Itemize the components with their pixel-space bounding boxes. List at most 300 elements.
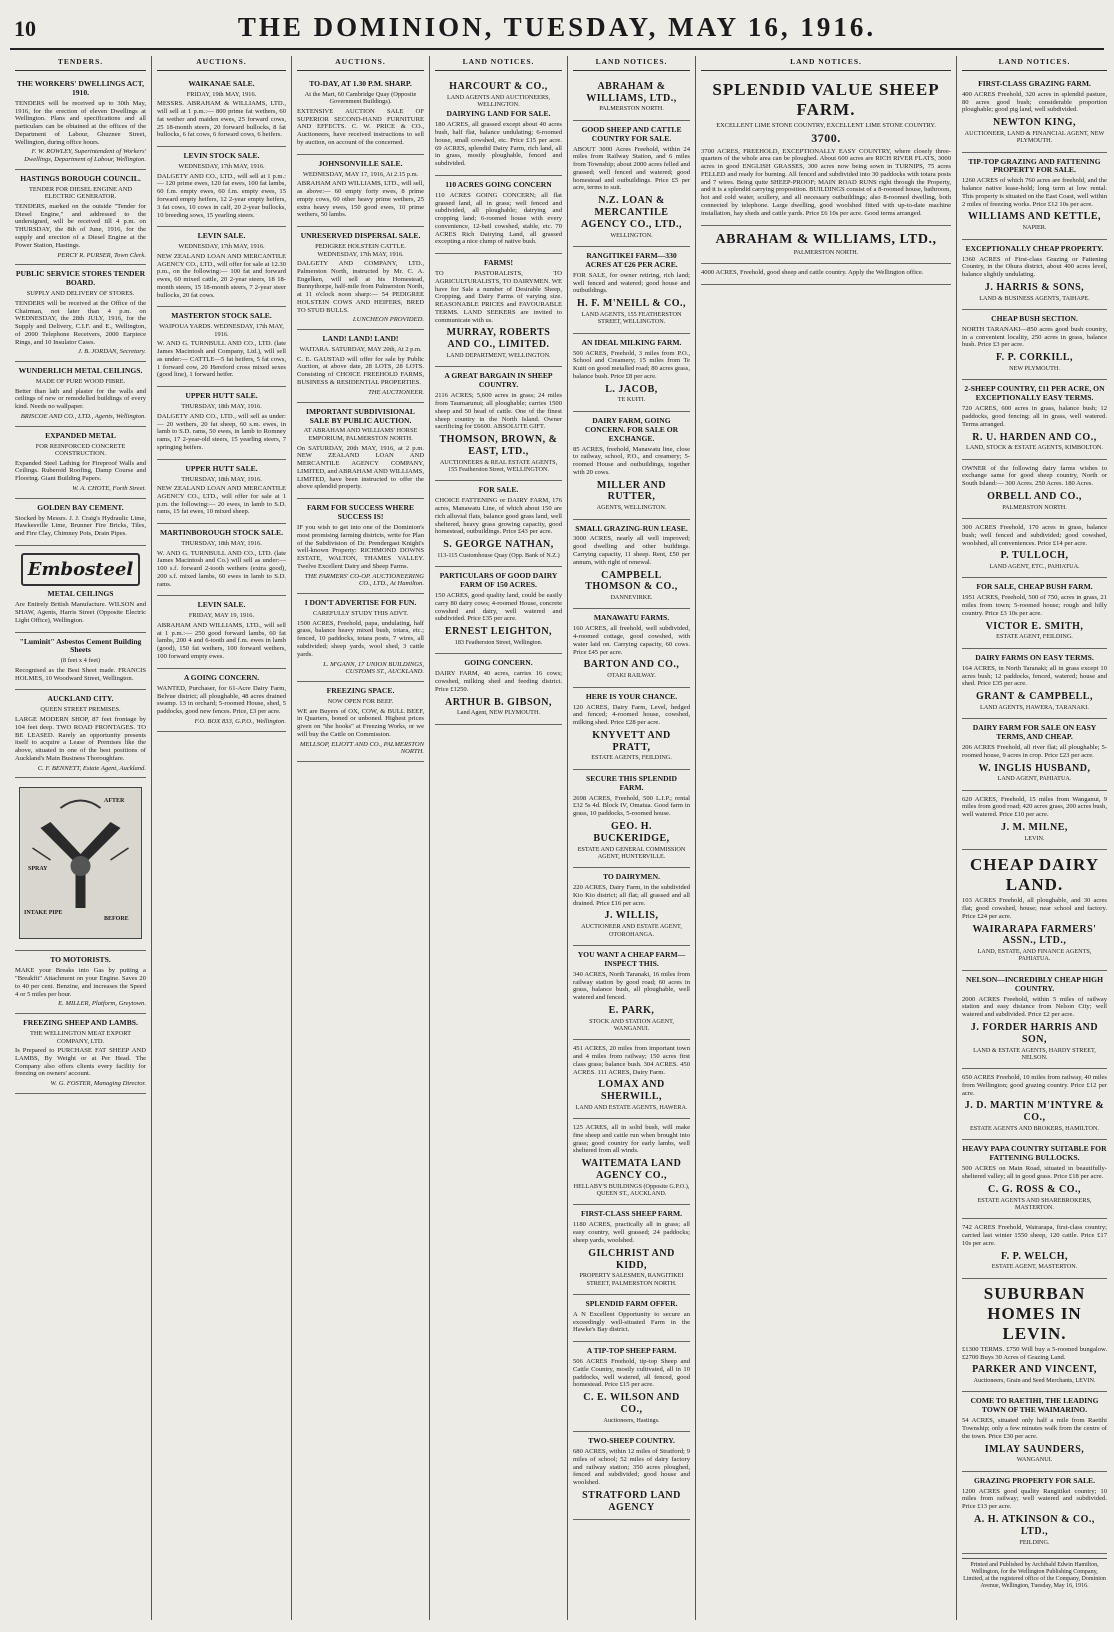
ad-subtitle: PEDIGREE HOLSTEIN CATTLE. WEDNESDAY, 17th MAY, 1916. (315, 243, 406, 258)
advertisement (15, 951, 146, 1014)
ad-signature: J. B. JORDAN, Secretary. (77, 348, 146, 356)
ad-subtitle: AT ABRAHAM AND WILLIAMS' HORSE EMPORIUM, PALMERSTON NORTH. (303, 427, 418, 442)
agent-name: C. G. ROSS & CO., (988, 1183, 1081, 1195)
ad-title: AUCKLAND CITY. (47, 694, 114, 704)
agent-name: ERNEST LEIGHTON, (444, 626, 553, 638)
advertisement (573, 412, 690, 520)
ad-signature: NEW PLYMOUTH. (1009, 365, 1060, 372)
advertisement (297, 682, 424, 762)
ad-body: Better than lath and plaster for the walls and ceilings of new or remodelled buildings of every kind. Needs no wallpaper. (15, 387, 146, 411)
ad-body: 110 ACRES GOING CONCERN; all flat grassed land, all in grass; well fenced and subdivided, all ploughable; dairying and cropping land; 6-roomed house with every convenience, 12-bail cowshed, stable, etc. 70 ACRES Rich Dairying Land, all grassed excepting a nice clump of native bush. (435, 191, 562, 246)
ad-body: W. AND G. TURNBULL AND CO., LTD. (late James Macintosh and Co.) will sell as under:— 100 s.f. forward 2-tooth wethers (extra good), 200 s.f. mixed lambs, 60 ewes in lamb to S.D. rams. (157, 549, 286, 588)
printer-imprint: Printed and Published by Archibald Edwin Hamilton, Wellington, for the Wellington Publishing Company, Limited, at the registered office of the Company, Dominion Avenue, Wellington, Tuesday, May 16, 1916. (962, 1558, 1107, 1590)
ad-title: DAIRY FARMS ON EASY TERMS. (975, 652, 1094, 662)
ad-body: 1500 ACRES, Freehold, papa, undulating, half grass, balance heavy mixed bush, totara, etc.; fenced, 10 paddocks, totara posts, 7 wires, all subdivided; sheep yards, wool shed, 3 cattle yards. (297, 619, 424, 658)
agent-name: W. INGLIS HUSBAND, (978, 762, 1091, 774)
ad-body: Expanded Steel Lathing for Fireproof Walls and Ceilings. Ruberoid Roofing, Damp Course and Flooring. Giant Building Papers. (15, 459, 146, 483)
ad-body: DALGETY AND CO., LTD., will sell as under:— 20 wethers, 20 fat sheep, 60 s.m. ewes, in lamb to S.D. rams, 50 ewes, in lamb to Romney rams, 17 2-year-old steers, 15 yearling steers, 7 springing heifers. (157, 412, 286, 451)
ad-signature: 113-115 Customhouse Quay (Opp. Bank of N.Z.) (437, 551, 560, 559)
ad-body: FOR SALE, for owner retiring, rich land; well fenced and watered; good house and outbuildings. (573, 271, 690, 295)
advertisement (573, 121, 690, 247)
ad-signature: ESTATE AGENTS AND BROKERS, HAMILTON. (969, 1125, 1100, 1133)
ad-title: LEVIN SALE. (197, 600, 246, 610)
advertisement (573, 1295, 690, 1342)
ad-signature: LAND & BUSINESS AGENTS, TAIHAPE. (979, 294, 1090, 302)
advertisement (962, 578, 1107, 648)
ad-signature: L. M'GANN, 17 UNION BUILDINGS, CUSTOMS ST., AUCKLAND. (323, 660, 424, 676)
agent-name: ARTHUR B. GIBSON, (444, 696, 553, 708)
advertisement (573, 1119, 690, 1205)
ad-body: 2116 ACRES; 5,600 acres in grass; 24 miles from Taumarunui; all ploughable; carries 1500 sheep and 50 head of cattle. One of the finest sheep country in the North Island. Owner sacrificing for £6600. ABSOLUTE GIFT. (435, 392, 562, 431)
advertisement (962, 240, 1107, 310)
ad-signature: 183 Featherston Street, Wellington. (454, 638, 543, 646)
ad-body: 1200 ACRES good quality Rangitikei country; 10 miles from railway; well watered and subdivided. Price £13 per acre. (962, 1487, 1107, 1511)
advertisement (573, 1432, 690, 1520)
ad-signature: ESTATE AGENTS, FEILDING. (591, 754, 672, 762)
agent-name: NEWTON KING, (992, 117, 1077, 129)
ad-subtitle: FOR REINFORCED CONCRETE CONSTRUCTION. (35, 442, 126, 458)
ad-signature: ESTATE AGENTS AND SHAREBROKERS, MASTERTON. (977, 1196, 1092, 1211)
ad-title: FREEZING SPACE. (326, 686, 395, 696)
ad-signature: PALMERSTON NORTH. (1002, 503, 1067, 511)
advertisement (297, 594, 424, 682)
agent-name: ABRAHAM & WILLIAMS, LTD., (586, 80, 677, 104)
agent-name: A. H. ATKINSON & CO., LTD., (974, 1513, 1095, 1537)
ad-signature: LAND AND ESTATE AGENTS, HAWERA. (575, 1103, 688, 1111)
advertisement (573, 75, 690, 121)
ad-subtitle: FRIDAY, 19th MAY, 1916. (186, 90, 257, 98)
ad-subtitle: CAREFULLY STUDY THIS ADVT. (312, 610, 409, 618)
ad-title: MARTINBOROUGH STOCK SALE. (159, 528, 283, 538)
ad-title: FIRST-CLASS SHEEP FARM. (580, 1209, 683, 1219)
advertisement (962, 1219, 1107, 1278)
ad-body: 160 ACRES, all freehold, well subdivided, 4-roomed cottage, good cowshed, with water laid on. Carrying capacity, 60 cows. Price £45 per acre. (573, 625, 690, 656)
ad-body: 180 ACRES, all grassed except about 40 acres bush, half flat, balance undulating; 6-roomed house, small cowshed, etc. Price £15 per acre. 69 ACRES, splendid Dairy Farm, rich land, all in grass, mostly ploughable, fenced and subdivided. (435, 121, 562, 168)
advertisement (573, 770, 690, 868)
advertisement (573, 868, 690, 946)
ad-subtitle: WEDNESDAY, 17th MAY, 1916. (178, 163, 265, 171)
ad-title: JOHNSONVILLE SALE. (318, 158, 403, 168)
ad-signature: LUNCHEON PROVIDED. (352, 316, 424, 324)
agent-name: HARCOURT & CO., (449, 80, 548, 92)
agent-name: GRANT & CAMPBELL, (976, 691, 1093, 703)
column-heading: LAND NOTICES. (701, 56, 951, 71)
ad-subtitle: WEDNESDAY, MAY 17, 1916, At 2.15 p.m. (302, 170, 419, 178)
column-heading: LAND NOTICES. (573, 56, 690, 71)
advertisement (297, 403, 424, 500)
agent-name: VICTOR E. SMITH, (985, 620, 1084, 632)
ad-title: YOU WANT A CHEAP FARM—INSPECT THIS. (577, 949, 686, 968)
ad-title: GOING CONCERN. (464, 658, 533, 668)
advertisement (962, 310, 1107, 380)
ad-title: TWO-SHEEP COUNTRY. (588, 1436, 675, 1446)
advertisement (15, 690, 146, 778)
advertisement (15, 265, 146, 362)
ad-title: EXCEPTIONALLY CHEAP PROPERTY. (965, 243, 1104, 253)
breakfit-illustration (19, 787, 142, 939)
ad-subtitle: THURSDAY, 18th MAY, 1916. (181, 403, 262, 411)
ad-signature: Land Agent, NEW PLYMOUTH. (457, 709, 540, 717)
ad-title: FREEZING SHEEP AND LAMBS. (23, 1018, 138, 1028)
ad-body: A N Excellent Opportunity to secure an exceedingly well-situated Farm in the Hawke's Bay district. (573, 1310, 690, 1334)
ad-body: ABOUT 3000 Acres Freehold, within 24 miles from Railway Station, and 6 miles from Township; about 2000 acres felled and grassed; well fenced and watered; good homestead and outbuildings. Price £5 per acre, terms to suit. (573, 145, 690, 192)
column-heading: AUCTIONS. (297, 56, 424, 71)
ad-signature: LAND AGENT, PAHIATUA. (997, 775, 1072, 783)
advertisement (157, 460, 286, 525)
agent-name: F. P. WELCH, (1000, 1250, 1069, 1262)
ad-body: DALGETY AND COMPANY, LTD., Palmerston North, instructed by Mr. C. A. Engelken, will sell at his Homestead, Bunnythorpe, half-mile from Palmerston North, at 11 o'clock noon sharp:— 54 PEDIGREE HOLSTEIN COWS AND HEIFERS, BRED TO STUD BULLS. (297, 260, 424, 314)
ad-title: NELSON—INCREDIBLY CHEAP HIGH COUNTRY. (966, 974, 1103, 993)
ad-signature: E. MILLER, Platform, Greytown. (58, 1000, 146, 1008)
advertisement (962, 719, 1107, 791)
column-heading: AUCTIONS. (157, 56, 286, 71)
ad-signature: AUCTIONEERS & REAL ESTATE AGENTS, 155 Featherston Street, WELLINGTON. (439, 458, 558, 473)
advertisement (962, 75, 1107, 153)
ad-title: SPLENDID VALUE SHEEP FARM. (712, 79, 940, 119)
advertisement (435, 567, 562, 654)
ad-signature: DANNEVIRKE. (610, 594, 653, 602)
advertisement (15, 75, 146, 170)
ad-title: LAND! LAND! LAND! (322, 334, 399, 344)
advertisement (157, 227, 286, 307)
ad-subtitle: WEDNESDAY, 17th MAY, 1916. (178, 243, 265, 251)
ad-body: 400 ACRES Freehold, 320 acres in splendid pasture, 80 acres good bush; considerable proportion ploughable; good pig land, well subdivided. (962, 90, 1107, 114)
ad-signature: AUCTIONEER AND ESTATE AGENT, OTOROHANGA. (581, 923, 682, 938)
ad-title: FOR SALE. (478, 485, 519, 495)
advertisement (15, 499, 146, 546)
advertisement (573, 520, 690, 610)
ad-body: 650 ACRES Freehold, 10 miles from railway, 40 miles from Wellington; good grazing country. Price £12 per acre. (962, 1074, 1107, 1097)
ad-signature: LAND AGENTS, HAWERA, TARANAKI. (980, 703, 1089, 711)
ad-title: FARMS! (484, 258, 513, 268)
ad-title: DAIRY FARM FOR SALE ON EASY TERMS, AND CHEAP. (972, 723, 1097, 742)
ad-body: On SATURDAY, 20th MAY, 1916, at 2 p.m. NEW ZEALAND LOAN AND MERCANTILE AGENCY COMPANY, LIMITED, and ABRAHAM AND WILLIAMS, LIMITED, have been instructed to offer the above splendid property. (297, 444, 424, 491)
ad-body: Recognised as the Best Sheet made. FRANCIS HOLMES, 10 Woodward Street, Wellington. (15, 666, 146, 682)
advertisement (962, 153, 1107, 240)
ad-signature: THE FARMERS' CO-OP. AUCTIONEERING CO., LTD., At Hamilton. (304, 572, 424, 588)
ad-body: 1260 ACRES of which 760 acres are freehold, and the balance native lease-hold; long term at low rental. This property is situated on the East Coast, well within 2 miles of freezing works. Price £12 10s per acre. (962, 177, 1107, 208)
column-heading: LAND NOTICES. (962, 56, 1107, 71)
ad-body: NEW ZEALAND LOAN AND MERCANTILE AGENCY CO., LTD., will offer for sale at 12.30 p.m., on the following:— 100 fat and forward ewes, 60 mixed cattle, 20 2-year steers, 18 18-month steers, 15 18-month steers, 7 2-year steer bullocks, 20 fat cows. (157, 252, 286, 299)
agent-name: WAITEMATA LAND AGENCY CO., (581, 1158, 682, 1182)
ad-title: GOLDEN BAY CEMENT. (37, 502, 124, 512)
ad-body: TO PASTORALISTS, TO AGRICULTURALISTS, TO DAIRYMEN. WE have for Sale a number of Desirable Sheep, Cropping, and Dairy Farms of varying size. REASONABLE PRICES and FAVOURABLE TERMS. LAND SEEKERS are invited to communicate with us. (435, 270, 562, 324)
ad-body: 680 ACRES, within 12 miles of Stratford; 9 miles of school; 52 miles of dairy factory and railway station; 350 acres ploughed, fenced and subdivided; good house and woolshed. (573, 1448, 690, 1487)
ad-title: FIRST-CLASS GRAZING FARM. (978, 78, 1091, 88)
advertisement (157, 524, 286, 596)
ad-title: "Luminit" Asbestos Cement Building Sheets (19, 636, 142, 655)
agent-name: LOMAX AND SHERWILL, (598, 1079, 665, 1103)
ad-body: NEW ZEALAND LOAN AND MERCANTILE AGENCY CO., LTD., will offer for sale at 1 p.m. the following:— 20 ewes, in lamb to S.D. rams, 15 fat ewes, 10 mixed sheep. (157, 485, 286, 516)
ad-body: Stocked by Messrs. J. J. Craig's Hydraulic Lime, Hawkesville Lime, Brunner Fire Bricks, Tiles, and Fire Clay, Chimney Pots, Drain Pipes. (15, 514, 146, 538)
ad-body: 206 ACRES Freehold, all river flat; all ploughable; 5-roomed house, 9 acres in crop. Price £23 per acre. (962, 744, 1107, 759)
ad-title: MASTERTON STOCK SALE. (171, 311, 272, 321)
agent-name: KNYVETT AND PRATT, (592, 729, 671, 753)
ad-body: EXTENSIVE AUCTION SALE OF SUPERIOR SECOND-HAND FURNITURE AND EFFECTS. C. W. PRICE & CO., Auctioneers, have received instructions to sell by auction, on account of the concerned. (297, 107, 424, 146)
agent-name: GEO. H. BUCKERIDGE, (593, 820, 670, 844)
agent-name: J. D. MARTIN M'INTYRE & CO., (964, 1100, 1105, 1124)
agent-address: PALMERSTON NORTH. (599, 105, 664, 113)
ad-body: 4000 ACRES, Freehold, good sheep and cattle country. Apply the Wellington office. (701, 269, 924, 277)
advertisement (157, 75, 286, 147)
ad-subtitle: WAIPOUA YARDS. WEDNESDAY, 17th MAY, 1916. (159, 323, 284, 338)
ad-title: A GOING CONCERN. (183, 672, 260, 682)
ad-title: CHEAP DAIRY LAND. (970, 855, 1099, 895)
ad-body: 500 ACRES, Freehold, 3 miles from P.O., School and Creamery; 15 miles from Te Kuiti on good metalled road; 80 acres grass, balance bush. Price £8 per acre. (573, 349, 690, 380)
ad-title: UPPER HUTT SALE. (185, 391, 258, 401)
agent-name: MURRAY, ROBERTS AND CO., LIMITED. (446, 327, 551, 351)
ad-body: 3000 ACRES, nearly all well improved; good dwelling and other buildings. Carrying capacity, 11 sheep. Rent, £50 per annum, with right of renewal. (573, 535, 690, 566)
ad-subtitle: QUEEN STREET PREMISES. (40, 706, 121, 714)
advertisement (962, 971, 1107, 1069)
agent-name: E. PARK, (608, 1004, 655, 1016)
ad-title: HASTINGS BOROUGH COUNCIL. (20, 173, 141, 183)
ad-signature: LAND & ESTATE AGENTS, HARDY STREET, NELSON. (973, 1046, 1096, 1061)
agent-name: C. E. WILSON AND CO., (583, 1392, 680, 1415)
ad-body: 85 ACRES, freehold, Manawatu line, close to railway, school, P.O., and creamery; 5-roomed House and outbuildings, together with 20 cows. (573, 445, 690, 476)
ad-subtitle: NOW OPEN FOR BEEF. (327, 697, 394, 705)
ad-title: I DON'T ADVERTISE FOR FUN. (304, 598, 417, 608)
ad-signature: AUCTIONEER, LAND & FINANCIAL AGENT, NEW PLYMOUTH. (964, 129, 1105, 145)
ad-signature: LAND, ESTATE, AND FINANCE AGENTS, PAHIATUA. (977, 948, 1092, 963)
ad-body: OWNER of the following dairy farms wishes to exchange same for good sheep country, North or South Island:— 300 Acres. 250 Acres. 180 Acres. (962, 464, 1107, 488)
ad-body: ABRAHAM AND WILLIAMS, LTD., will sell, as above:— 60 empty forty ewes, 8 prime empty cows, 60 other heavy prime wethers, 25 extra heavy ewes, 150 good ewes, 10 prime wethers, 50 lambs. (297, 180, 424, 219)
agent-address: LAND AGENTS AND AUCTIONEERS, WELLINGTON. (446, 93, 551, 108)
column-tenders (10, 56, 152, 1620)
agent-name: J. WILLIS, (604, 910, 659, 922)
ad-signature: W. A. CHOTE, Forth Street. (72, 485, 146, 492)
ad-body: DALGETY AND CO., LTD., will sell at 1 p.m.:— 120 prime ewes, 120 fat ewes, 100 fat lambs, 60 f.m. empty ewes, 60 f.m. empty ewes, 15 forward empty heifers, 12 2-year empty heifers, 3 fat cows, 10 cows in calf, 20 2-year bullocks, 10 breeding sows, 15 yearling steers. (157, 172, 286, 219)
agent-name: ORBELL AND CO., (987, 490, 1082, 502)
ad-body: NORTH TARANAKI—850 acres good bush country, in a convenient locality, 250 acres in grass, balance bush. Price £3 per acre. (962, 325, 1107, 349)
ad-title: SMALL GRAZING-RUN LEASE. (575, 523, 688, 533)
ad-signature: LAND AGENTS, 155 FEATHERSTON STREET, WELLINGTON. (581, 310, 682, 326)
agent-name: GILCHRIST AND KIDD, (588, 1247, 675, 1271)
ad-signature: PROPERTY SALESMEN, RANGITIKEI STREET, PALMERSTON NORTH. (579, 1272, 684, 1287)
ad-title: GRAZING PROPERTY FOR SALE. (974, 1475, 1095, 1485)
ad-body: C. E. GAUSTAD will offer for sale by Public Auction, at above date, 28 LOTS, 28 LOTS. Consisting of CHOICE FREEHOLD FARMS, BUSINESS & RESIDENTIAL PROPERTIES. (297, 355, 424, 387)
ad-title: RANGITIKEI FARM—330 ACRES AT £26 PER ACRE. (585, 250, 678, 269)
advertisement (157, 596, 286, 668)
advertisement (435, 254, 562, 367)
advertisement (297, 330, 424, 402)
advertisement (573, 247, 690, 334)
ad-subtitle: FRIDAY, MAY 19, 1916. (188, 612, 255, 620)
ad-title: 110 ACRES GOING CONCERN (445, 179, 552, 189)
advertisement (962, 791, 1107, 850)
ad-body: 620 ACRES, Freehold, 15 miles from Wanganui, 9 miles from good road; 420 acres grass, 200 acres bush, well watered. Price £10 per acre. (962, 795, 1107, 819)
ad-body: LARGE MODERN SHOP, 87 feet frontage by 104 feet deep. TWO ROAD FRONTAGES. TO BE LEASED. Rarely an opportunity presents itself to acquire a Lease of Premises like the above, situated in one of the best positions of Auckland's Main Business Thoroughfare. (15, 715, 146, 762)
ad-title: FOR SALE, CHEAP BUSH FARM. (976, 582, 1093, 592)
ad-subtitle: THE WELLINGTON MEAT EXPORT COMPANY, LTD. (30, 1030, 131, 1045)
advertisement (15, 778, 146, 951)
advertisement (157, 147, 286, 227)
agent-name: BARTON AND CO., (583, 659, 680, 671)
ad-signature: Auctioneers, Grain and Seed Merchants, LEVIN. (973, 1377, 1096, 1385)
advertisement (297, 155, 424, 227)
ad-title: A TIP-TOP SHEEP FARM. (586, 1346, 677, 1356)
agent-name: J. FORDER HARRIS AND SON, (970, 1021, 1099, 1045)
advertisement (297, 227, 424, 330)
ad-subtitle: THURSDAY, 18th MAY, 1916. (181, 540, 262, 548)
ad-body: 54 ACRES, situated only half a mile from Raetihi Township; only a few minutes walk from the centre of the town. Price £30 per acre. (962, 1417, 1107, 1440)
ad-signature: C. F. BENNETT, Estate Agent, Auckland. (37, 764, 146, 772)
ad-body: 3700 ACRES, FREEHOLD, EXCEPTIONALLY EASY COUNTRY, where closely three-quarters of the whole area can be ploughed. About 600 acres are RICH RIVER FLATS, 3000 acres in good ENGLISH GRASSES, 300 acres now being sown in TURNIPS, 75 acres FELLED and ready for burning. All fenced and subdivided into 30 paddocks with totara posts and 7 wires. Being quite SHEEP-PROOF; MAIN ROAD RUNS right through the Property, and it is a splendid carrying proposition. BUILDINGS consist of a 8-roomed house, bathroom, hot and cold water, scullery, and all necessary outbuildings; also 8-roomed dwelling, both connected by telephone. Large dwelling, good woolshed fitted with up-to-date machine installation, hay sheds and cattle yards. Price £6 10s per acre. Good terms arranged. (701, 147, 951, 217)
ad-title: UPPER HUTT SALE. (185, 463, 258, 473)
agent-name: IMLAY SAUNDERS, (984, 1443, 1085, 1455)
ad-body: DAIRY FARM, 40 acres, carries 16 cows; cowshed, milking shed and feeding district. Price £1250. (435, 670, 562, 693)
ad-title: AN IDEAL MILKING FARM. (581, 337, 682, 347)
agent-name: R. U. HARDEN AND CO., (972, 431, 1097, 443)
ad-body: 220 ACRES, Dairy Farm, in the subdivided Kio Kio district; all flat; all grassed and all drained. Price £16 per acre. (573, 884, 690, 907)
ad-body: 451 ACRES, 20 miles from important town and 4 miles from railway; 150 acres first class grass; balance bush. 304 ACRES. 450 ACRES. 111 ACRES, Dairy Farm. (573, 1045, 690, 1076)
ad-acreage: 3700. (811, 131, 841, 146)
agent-name: PARKER AND VINCENT, (972, 1364, 1097, 1376)
advertisement (435, 367, 562, 481)
advertisement (701, 226, 951, 265)
advertisement (962, 850, 1107, 971)
ad-title: PARTICULARS OF GOOD DAIRY FARM OF 150 ACRES. (439, 571, 558, 590)
ad-subtitle: TENDER FOR DIESEL ENGINE AND ELECTRIC GENERATOR. (28, 185, 133, 201)
advertisement (573, 334, 690, 412)
advertisement (15, 546, 146, 632)
ad-signature: STOCK AND STATION AGENT, WANGANUI. (589, 1017, 674, 1032)
ad-title: HEAVY PAPA COUNTRY SUITABLE FOR FATTENING BULLOCKS. (962, 1144, 1107, 1163)
ad-title: THE WORKERS' DWELLINGS ACT, 1910. (16, 78, 145, 97)
advertisement (962, 1392, 1107, 1471)
embosteel-logo: Embosteel (21, 553, 140, 586)
ad-body: 500 ACRES on Main Road, situated in beautifully-sheltered valley; all in good grass. Price £18 per acre. (962, 1165, 1107, 1181)
agent-name: L. JACOB, (605, 383, 658, 395)
ad-signature: ESTATE AGENT, MASTERTON. (991, 1263, 1078, 1271)
column-land-notices-1 (430, 56, 568, 1620)
ad-title: DAIRY FARM, GOING CONCERN. FOR SALE OR EXCHANGE. (584, 415, 679, 443)
ad-body: WANTED, Purchaser, for 61-Acre Dairy Farm, Belvue district; all ploughable, 48 acres drained swamp. 13 in orchard; 5-roomed House, shed, 5 paddocks, good new fences. Price, £3 per acre. (157, 684, 286, 716)
ad-signature: ESTATE AGENT, FEILDING. (996, 633, 1073, 641)
ad-signature: NAPIER. (1022, 224, 1047, 232)
spray-caption: SPRAY (28, 866, 48, 873)
agent-name: MILLER AND RUTTER, (596, 479, 667, 503)
advertisement (962, 1069, 1107, 1140)
ad-body: W. AND G. TURNBULL AND CO., LTD. (late James Macintosh and Company, Ltd.), will sell as under:— CATTLE—5 fat heifers, 5 fat cows, 1 forward cow, 20 Hereford cross mixed sexes (good line), 1 forward heifer. (157, 340, 286, 379)
ad-body: 2000 ACRES Freehold, within 5 miles of railway station and easy distance from Nelson City; well watered and subdivided. Price £2 per acre. (962, 995, 1107, 1019)
ad-signature: LAND, STOCK & ESTATE AGENTS, KIMBOLTON. (966, 444, 1103, 452)
ad-signature: BRISCOE AND CO., LTD., Agents, Wellington. (20, 412, 146, 420)
ad-signature: W. G. FOSTER, Managing Director. (50, 1080, 146, 1088)
agent-name: J. HARRIS & SONS, (984, 281, 1085, 293)
ad-title: SPLENDID FARM OFFER. (585, 1298, 678, 1308)
column-heading: TENDERS. (15, 56, 146, 71)
column-heading: LAND NOTICES. (435, 56, 562, 71)
advertisement (573, 1040, 690, 1119)
ad-subtitle: EXCELLENT LIME STONE COUNTRY, EXCELLENT LIME STONE COUNTRY. (716, 121, 936, 129)
agent-address: PALMERSTON NORTH. (793, 249, 859, 257)
ad-body: Are Entirely British Manufacture. WILSON and SHAW, Agents, Harris Street (Opposite Electric Light Office), Wellington. (15, 601, 146, 624)
ad-title: CHEAP BUSH SECTION. (991, 313, 1078, 323)
advertisement (435, 75, 562, 176)
ad-signature: FEILDING. (1019, 1538, 1050, 1546)
ad-subtitle: At the Mart, 60 Cambridge Quay (Opposite Government Buildings). (304, 90, 417, 106)
agent-name: THOMSON, BROWN, & EAST, LTD., (439, 434, 558, 457)
ad-body: MESSRS. ABRAHAM & WILLIAMS, LTD., will sell at 1 p.m.:— 800 prime fat wethers, 60 fat wether and maiden ewes, 25 forward cows, 25 18-month steers, 20 forward bullocks, 8 fat bullocks, 6 fat cows, 6 forward cows, 6 heifers. (157, 100, 286, 139)
ad-title: WAIKANAE SALE. (188, 78, 255, 88)
ad-subtitle: THURSDAY, 18th MAY, 1916. (181, 475, 262, 483)
before-caption: BEFORE (104, 916, 129, 923)
columns (10, 56, 1107, 1620)
ad-body: MAKE your Breaks into Gas by putting a "Breakfit" Attachment on your Engine. Saves 20 to 40 per cent. Benzine, and increases the Speed 4 or 5 miles per hour. (15, 967, 146, 998)
advertisement (962, 1140, 1107, 1219)
ad-signature: WANGANUI. (1016, 1456, 1053, 1464)
after-caption: AFTER (104, 798, 125, 805)
ad-body: 125 ACRES, all in solid bush, will make fine sheep and cattle run when brought into grass; good country for early lambs, well sheltered from all winds. (573, 1124, 690, 1155)
agent-name: J. M. MILNE, (1001, 822, 1068, 833)
agent-name: ABRAHAM & WILLIAMS, LTD., (715, 231, 937, 247)
agent-name: STRATFORD LAND AGENCY (582, 1489, 681, 1513)
ad-body: 742 ACRES Freehold, Wairarapa, first-class country; carried last winter 1550 sheep, 120 cattle. Price £17 10s per acre. (962, 1224, 1107, 1247)
ad-title: DAIRYING LAND FOR SALE. (446, 109, 551, 119)
ad-title: TIP-TOP GRAZING AND FATTENING PROPERTY FOR SALE. (968, 156, 1101, 175)
advertisement (15, 362, 146, 427)
ad-body: 103 ACRES Freehold, all ploughable, and 30 acres flat; good cowshed, house; near school and factory. Price £24 per acre. (962, 897, 1107, 920)
column-land-notices-2 (568, 56, 696, 1620)
ad-title: EXPANDED METAL (45, 430, 116, 440)
advertisement (701, 264, 951, 285)
ad-body: 164 ACRES, in North Taranaki; all in grass except 10 acres bush; 12 paddocks, fenced, watered; house and shed. Price £35 per acre. (962, 664, 1107, 688)
ad-signature: F.O. BOX 833, G.P.O., Wellington. (194, 717, 286, 725)
advertisement (701, 75, 951, 226)
ad-title: COME TO RAETIHI, THE LEADING TOWN OF THE WAIMARINO. (970, 1396, 1099, 1415)
ad-body: ABRAHAM AND WILLIAMS, LTD., will sell at 1 p.m.:— 250 good forward lambs, 60 fat lambs, 200 4 and 6-tooth and f.m. ewes in lamb (good), 150 fat wethers, 100 forward wethers, 100 forward empty ewes. (157, 621, 286, 661)
ad-body: 120 ACRES, Dairy Farm, Level, hedged and fenced; 4-roomed house, cowshed, milking shed. Price £28 per acre. (573, 703, 690, 727)
ad-signature: PERCY R. PURSER, Town Clerk. (57, 251, 146, 259)
ad-subtitle: SUPPLY AND DELIVERY OF STORES. (26, 290, 135, 298)
advertisement (157, 669, 286, 732)
advertisement (962, 1472, 1107, 1554)
page-number: 10 (14, 16, 36, 41)
ad-body: IF you wish to get into one of the Dominion's most promising farming districts, write for Plan of the Subdivision of Dr. Prendergast Knight's well-known Property: RICHMOND DOWNS ESTATE, WALTON, THAMES VALLEY. Twelve Excellent Dairy and Sheep Farms. (297, 524, 424, 570)
advertisement (15, 633, 146, 691)
ad-title: TO DAIRYMEN. (603, 872, 660, 882)
advertisement (962, 519, 1107, 578)
ad-signature: OTAKI RAILWAY. (607, 672, 656, 680)
ad-signature: THE AUCTIONEER. (368, 388, 424, 396)
advertisement (15, 170, 146, 265)
advertisement (157, 307, 286, 387)
column-auctions-1 (152, 56, 292, 1620)
ad-title: 2-SHEEP COUNTRY, £11 PER ACRE, ON EXCEPTIONALLY EASY TERMS. (964, 384, 1105, 403)
agent-name: P. TULLOCH, (1000, 550, 1069, 562)
newspaper-title: THE DOMINION, TUESDAY, MAY 16, 1916. (237, 12, 877, 42)
advertisement (297, 75, 424, 155)
advertisement (573, 1342, 690, 1432)
agent-name: H. F. M'NEILL & CO., (576, 298, 687, 310)
ad-body: 300 ACRES Freehold, 170 acres in grass, balance bush; well fenced and subdivided; good cowshed, woolshed, all conveniences. Price £14 per acre. (962, 524, 1107, 547)
agent-name: WAIRARAPA FARMERS' ASSN., LTD., (972, 923, 1097, 947)
ad-title: METAL CEILINGS (47, 589, 114, 599)
advertisement (962, 460, 1107, 519)
ad-body: 720 ACRES, 600 acres in grass, balance bush; 12 paddocks, good fencing; all in grass, well watered. Terms arranged. (962, 405, 1107, 428)
column-land-notices-3 (696, 56, 957, 1620)
ad-body: 150 ACRES, good quality land, could be easily carry 80 dairy cows; 4-roomed House, concrete cowshed and dairy, well watered and subdivided. Price £35 per acre. (435, 592, 562, 623)
ad-body: 1360 ACRES of First-class Grazing or Fattening Country, in the Ohura district, about 400 acres level, balance slightly undulating. (962, 255, 1107, 279)
ad-body: 506 ACRES Freehold, tip-top Sheep and Cattle Country, mostly cultivated, all in 10 paddocks, well watered, all fenced, good homestead. Price £15 per acre. (573, 1358, 690, 1389)
agent-name: CAMPBELL THOMSON & CO., (585, 569, 678, 593)
advertisement (297, 499, 424, 594)
ad-subtitle: WAITARA. SATURDAY, MAY 20th, At 2 p.m. (299, 346, 422, 354)
ad-title: TO-DAY, AT 1.30 P.M. SHARP. (309, 78, 412, 88)
ad-title: SECURE THIS SPLENDID FARM. (585, 773, 677, 792)
ad-title: A GREAT BARGAIN IN SHEEP COUNTRY. (444, 371, 553, 390)
